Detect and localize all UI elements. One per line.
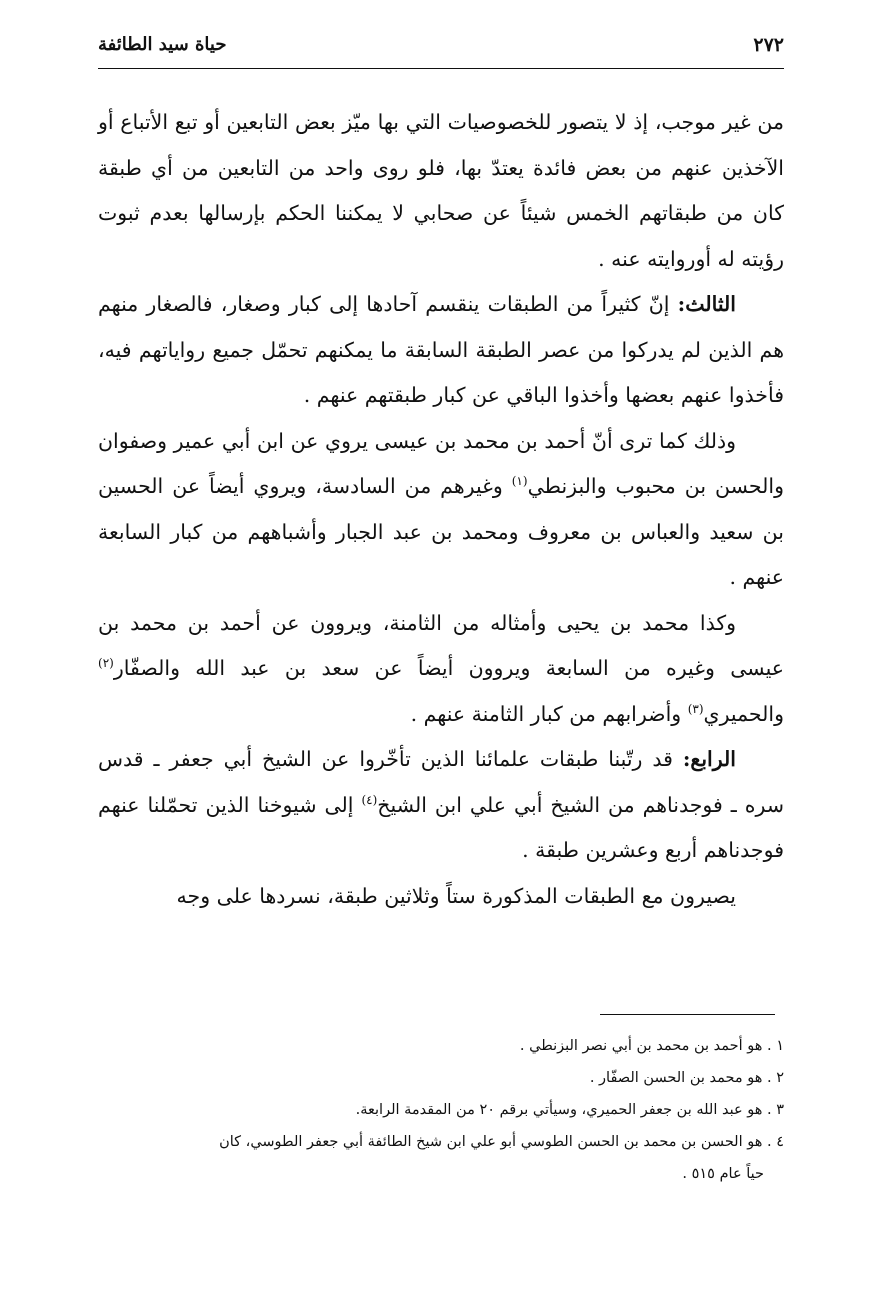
page-number: ٢٧٢ — [753, 34, 784, 56]
paragraph-6 — [98, 874, 784, 920]
paragraph-3 — [98, 419, 784, 601]
footnote-ref-1[interactable]: (١) — [511, 474, 528, 489]
paragraph-text: إنّ كثيراً من الطبقات ينقسم آحادها إلى كبار وصغار، فالصغار منهم هم الذين لم يدركوا من عصر الطبقة السابقة ما يمكنهم تحمّل جميع رواياتهم فيه، فأخذوا عنهم بعضها وأخذوا الباقي عن كبار طبقتهم عنهم . — [98, 292, 784, 407]
footnote-1: ١ . هو أحمد بن محمد بن أبي نصر البزنطي . — [519, 1038, 784, 1054]
footnote-4-continuation: حياً عام ٥١٥ . — [682, 1166, 764, 1182]
paragraph-4 — [98, 601, 784, 738]
paragraph-text: وغيرهم من السادسة، ويروي أيضاً عن الحسين بن سعيد والعباس بن معروف ومحمد بن عبد الجبار وأشباههم من كبار السابعة عنهم . — [98, 474, 784, 589]
footnotes — [98, 1030, 784, 1190]
paragraph-text: من غير موجب، إذ لا يتصور للخصوصيات التي بها ميّز بعض التابعين أو تبع الأتباع أو الآخذين عنهم من بعض فائدة يعتدّ بها، فلو روى واحد من التابعين من أي طبقة كان من طبقاتهم الخمس شيئاً عن صحابي لا يمكننا الحكم بإرسالها بعدم ثبوت رؤيته له أوروايته عنه . — [98, 110, 784, 271]
main-text — [98, 100, 784, 919]
footnote-3: ٣ . هو عبد الله بن جعفر الحميري، وسيأتي برقم ٢٠ من المقدمة الرابعة. — [355, 1102, 784, 1118]
footnote-4-text: ٤ . هو الحسن بن محمد بن الحسن الطوسي أبو علي ابن شيخ الطائفة أبي جعفر الطوسي، كان — [219, 1134, 784, 1150]
section-lead-third: الثالث: — [677, 292, 736, 316]
paragraph-2 — [98, 282, 784, 419]
running-title: حياة سيد الطائفة — [98, 34, 227, 55]
footnote-ref-3[interactable]: (٣) — [687, 701, 704, 716]
footnote-4 — [98, 1126, 784, 1190]
page-header — [98, 30, 784, 69]
paragraph-text: والحميري — [703, 701, 784, 726]
paragraph-text: إلى شيوخنا الذين تحمّلنا عنهم فوجدناهم أربع وعشرين طبقة . — [98, 792, 784, 862]
paragraph-text: يصيرون مع الطبقات المذكورة ستاً وثلاثين طبقة، نسردها على وجه — [176, 883, 736, 908]
paragraph-text: وذلك كما ترى أنّ أحمد بن محمد بن عيسى يروي عن ابن أبي عمير وصفوان والحسن بن محبوب والبزنطي — [98, 428, 784, 498]
paragraph-text: وكذا محمد بن يحيى وأمثاله من الثامنة، ويروون عن أحمد بن محمد بن عيسى وغيره من السابعة ويروون أيضاً عن سعد بن عبد الله والصفّار — [98, 610, 784, 680]
section-lead-fourth: الرابع: — [682, 747, 736, 771]
footnote-divider — [600, 1014, 775, 1015]
footnote-ref-4[interactable]: (٤) — [361, 792, 378, 807]
footnote-ref-2[interactable]: (٢) — [98, 656, 114, 671]
paragraph-1 — [98, 100, 784, 282]
paragraph-text: قد رتّبنا طبقات علمائنا الذين تأخّروا عن الشيخ أبي جعفر ـ قدس سره ـ فوجدناهم من الشيخ أبي علي ابن الشيخ — [98, 747, 784, 817]
footnote-2: ٢ . هو محمد بن الحسن الصفّار . — [589, 1070, 784, 1086]
paragraph-text: وأضرابهم من كبار الثامنة عنهم . — [410, 701, 688, 726]
paragraph-5 — [98, 737, 784, 874]
